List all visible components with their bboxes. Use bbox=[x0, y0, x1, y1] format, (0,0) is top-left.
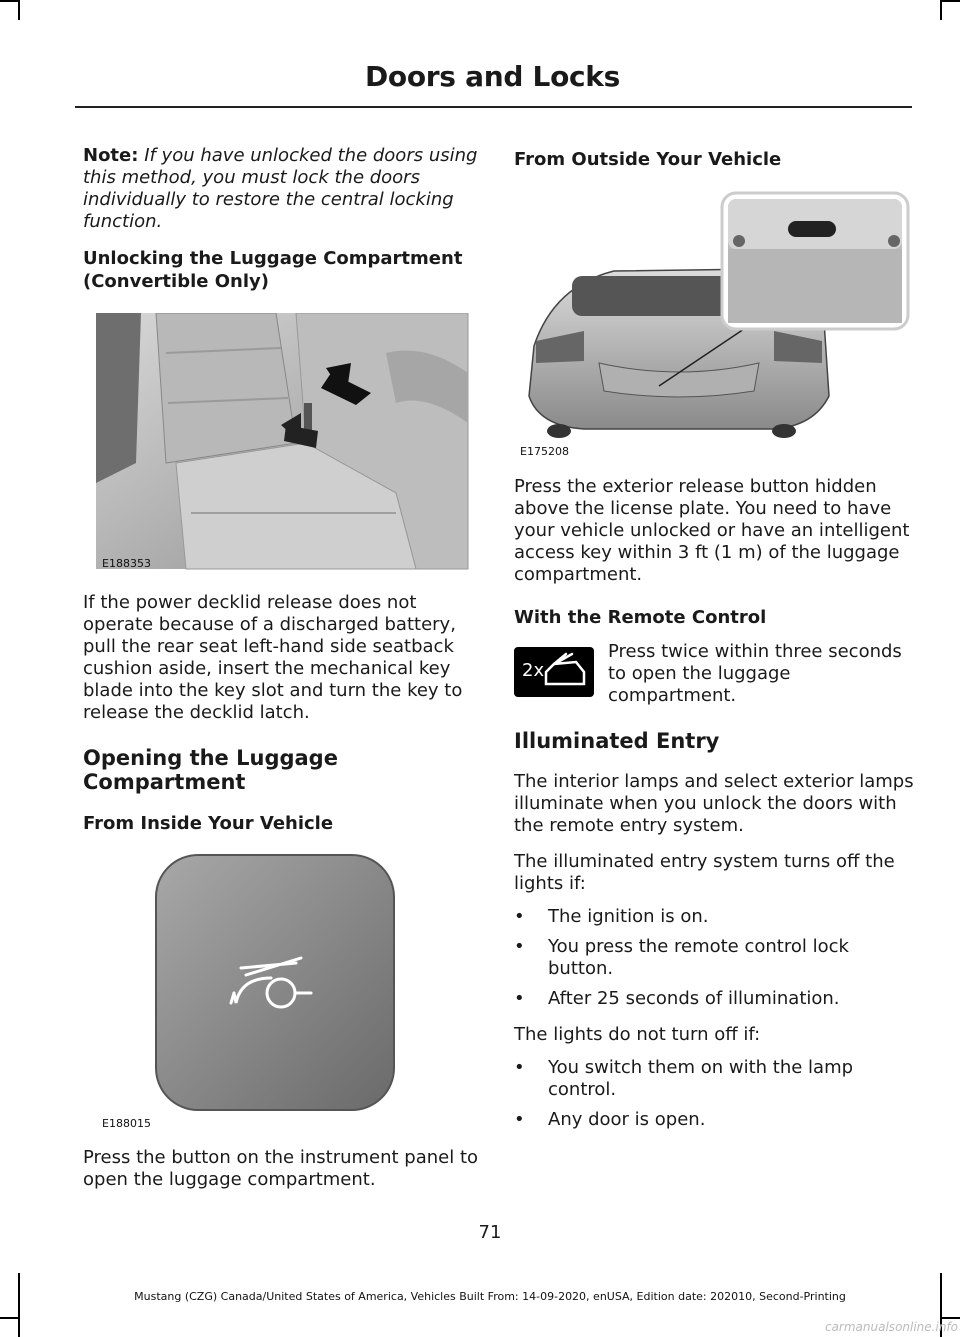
unlock-luggage-body: If the power decklid release does not operate because of a discharged battery, pull the rear seat left-hand side seatback cushion aside, insert the mechanical key blade into the key slot and turn the key to release the decklid latch. bbox=[83, 592, 463, 723]
remote-control-body: Press twice within three seconds to open the luggage compartment. bbox=[608, 641, 902, 706]
turns-off-list bbox=[514, 906, 914, 1010]
note-label: Note: bbox=[83, 145, 139, 166]
from-inside-heading: From Inside Your Vehicle bbox=[83, 813, 334, 834]
note-text: If you have unlocked the doors using this method, you must lock the doors individually to restore the central locking function. bbox=[83, 145, 478, 232]
car-rear-illustration bbox=[514, 191, 910, 461]
remote-control-block bbox=[514, 641, 914, 711]
list-item: • After 25 seconds of illumination. bbox=[514, 988, 840, 1009]
rear-exterior-release-figure bbox=[514, 191, 910, 461]
from-outside-heading: From Outside Your Vehicle bbox=[514, 149, 782, 170]
crop-mark bbox=[942, 0, 960, 2]
page-title: Doors and Locks bbox=[364, 60, 620, 93]
crop-mark bbox=[942, 1317, 960, 1319]
footer-edition-info: Mustang (CZG) Canada/United States of America, Vehicles Built From: 14-09-2020, enUSA, Edition date: 202010, Second-Printing bbox=[134, 1290, 846, 1303]
list-item: • The ignition is on. bbox=[514, 906, 709, 927]
header-divider bbox=[75, 106, 912, 108]
right-column bbox=[514, 145, 914, 1131]
crop-mark bbox=[18, 0, 20, 20]
from-inside-body: Press the button on the instrument panel to open the luggage compartment. bbox=[83, 1147, 479, 1190]
crop-mark bbox=[0, 1317, 18, 1319]
crop-mark bbox=[940, 0, 942, 20]
crop-mark bbox=[0, 0, 18, 2]
list-item: • Any door is open. bbox=[514, 1109, 706, 1130]
from-outside-body: Press the exterior release button hidden above the license plate. You need to have your vehicle unlocked or have an intelligent access key within 3 ft (1 m) of the luggage compartment. bbox=[514, 476, 910, 585]
illuminated-entry-heading: Illuminated Entry bbox=[514, 729, 720, 753]
crop-mark bbox=[18, 1273, 20, 1337]
note bbox=[83, 145, 483, 233]
turns-off-intro: The illuminated entry system turns off the lights if: bbox=[514, 851, 895, 894]
trunk-open-icon bbox=[544, 652, 590, 692]
unlock-luggage-heading: Unlocking the Luggage Compartment (Convertible Only) bbox=[83, 248, 463, 292]
decklid-button-illustration bbox=[96, 853, 478, 1133]
watermark: carmanualsonline.info bbox=[824, 1320, 958, 1334]
figure-code: E175208 bbox=[520, 445, 569, 458]
seatback-illustration bbox=[96, 313, 478, 573]
seatback-key-slot-figure bbox=[96, 313, 478, 573]
remote-control-heading: With the Remote Control bbox=[514, 607, 767, 628]
does-not-turn-off-list bbox=[514, 1057, 914, 1131]
opening-luggage-heading: Opening the Luggage Compartment bbox=[83, 746, 338, 794]
illuminated-entry-intro: The interior lamps and select exterior lamps illuminate when you unlock the doors with the remote entry system. bbox=[514, 771, 914, 836]
does-not-turn-off-intro: The lights do not turn off if: bbox=[514, 1024, 761, 1045]
list-item: • You press the remote control lock button. bbox=[514, 936, 849, 979]
figure-code: E188353 bbox=[102, 557, 151, 570]
figure-code: E188015 bbox=[102, 1117, 151, 1130]
double-press-label: 2x bbox=[522, 660, 545, 681]
instrument-panel-button-figure bbox=[96, 853, 478, 1133]
list-item: • You switch them on with the lamp control. bbox=[514, 1057, 854, 1100]
left-column bbox=[83, 145, 483, 1191]
page-number: 71 bbox=[478, 1222, 502, 1243]
remote-decklid-icon bbox=[514, 647, 594, 697]
